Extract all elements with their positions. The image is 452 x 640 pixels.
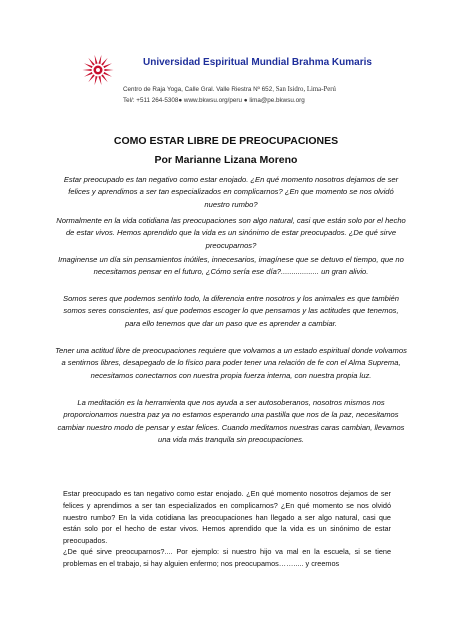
italic-paragraph: Estar preocupado es tan negativo como estar enojado. ¿En qué momento nosotros dejamos de ser felices y aprendimos a ser tan especializados en complicarnos? ¿En que momento se nos olvidó nuestro rumbo? — [63, 175, 399, 209]
italic-paragraph: Somos seres que podemos sentirlo todo, la diferencia entre nosotros y los animales es que también somos seres conscientes, así que podemos escoger lo que pensamos y las actitudes que tenemos, para ello tenemos que dar un paso que es aprender a cambiar. — [63, 294, 399, 328]
address-city: San Isidro, Lima-Perú — [275, 86, 336, 93]
address-main: Centro de Raja Yoga, Calle Gral. Valle Riestra Nº 652, — [123, 86, 274, 93]
logo-ray — [88, 74, 94, 82]
logo-ray — [101, 58, 107, 66]
address-line — [123, 86, 336, 93]
logo-ray — [95, 76, 98, 85]
logo-ray — [104, 69, 113, 71]
logo-ray — [101, 74, 107, 82]
logo-ray — [88, 58, 94, 66]
brahma-kumaris-logo-icon — [81, 53, 115, 87]
logo-ray — [83, 69, 92, 71]
italic-paragraph: Imaginense un día sin pensamientos inútiles, innecesarios, imagínese que se detuvo el tiempo, que no necesitamos pensar en el futuro, ¿Cómo sería ese día?.................. un gran alivio. — [58, 255, 404, 277]
logo-ray — [84, 63, 93, 68]
italic-paragraph: La meditación es la herramienta que nos ayuda a ser autosoberanos, nosotros mismos nos proporcionamos nuestra paz ya no estamos esperando una pastilla que nos de la paz, necesitamos cambiar nuestro modo de pensar y estar felices. Cuando meditamos nuestras caras cambian, llevamos una vida más tranquila sin preocupaciones. — [57, 398, 405, 444]
contact-line: Tel/: +511 264-5308● www.bkwsu.org/peru ● lima@pe.bkwsu.org — [123, 97, 305, 104]
logo-ray — [98, 55, 101, 64]
italic-paragraph: Tener una actitud libre de preocupaciones requiere que volvamos a un estado espiritual donde volvamos a sentirnos libres, desapegado de lo físico para poder tener una relación de fe con el Alma Suprema, necesitamos conectarnos con nuestra propia fuerza interna, con nuestra propia luz. — [55, 346, 407, 380]
body-paragraph: Estar preocupado es tan negativo como estar enojado. ¿En qué momento nosotros dejamos de ser felices y aprendimos a ser tan especializados en complicarnos? ¿En qué momento se nos olvidó nuestro rumbo? En la vida cotidiana las preocupaciones han llegado a ser algo natural, casi que están solo por el hecho de estar vivos. Hemos aprendido que la vida es un sinónimo de estar preocupados. — [63, 489, 391, 546]
logo-ray — [98, 76, 101, 85]
logo-ray — [84, 72, 93, 77]
italic-paragraph: Normalmente en la vida cotidiana las preocupaciones son algo natural, casi que están solo por el hecho de estar vivos. Hemos aprendido que la vida es un sinónimo de estar preocupados. ¿De qué sirve preocuparnos? — [56, 216, 406, 250]
document-title: COMO ESTAR LIBRE DE PREOCUPACIONES — [113, 135, 339, 147]
document-author: Por Marianne Lizana Moreno — [154, 154, 298, 166]
logo-ray — [95, 55, 98, 64]
organization-name: Universidad Espiritual Mundial Brahma Kumaris — [143, 57, 372, 68]
logo-ray — [103, 72, 112, 77]
logo-ray — [103, 63, 112, 68]
body-paragraph: ¿De qué sirve preocuparnos?.... Por ejemplo: si nuestro hijo va mal en la escuela, si se tiene problemas en el trabajo, si hay alguien enfermo; nos preocupamos……..... y creemos — [63, 547, 391, 568]
